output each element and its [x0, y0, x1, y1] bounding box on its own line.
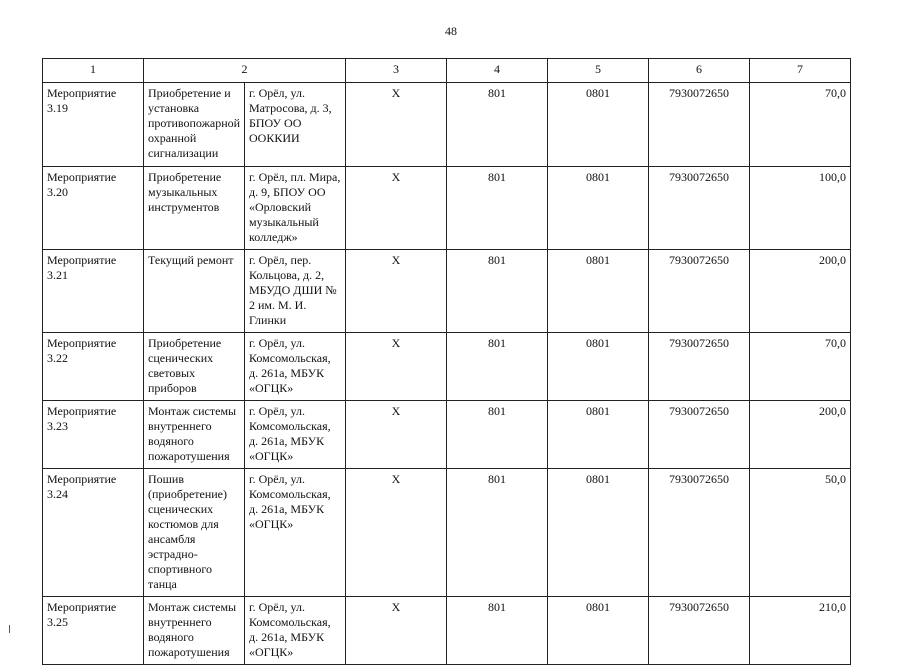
col5-cell: 0801	[548, 333, 649, 401]
col3-cell: Х	[346, 333, 447, 401]
column-header-7: 7	[750, 59, 851, 83]
address-cell: г. Орёл, ул. Комсомольская, д. 261а, МБУК «ОГЦК»	[245, 333, 346, 401]
col5-cell: 0801	[548, 167, 649, 250]
table-row	[43, 401, 851, 469]
column-header-1: 1	[43, 59, 144, 83]
table-row	[43, 333, 851, 401]
col7-cell: 100,0	[750, 167, 851, 250]
table-row	[43, 167, 851, 250]
col6-cell: 7930072650	[649, 167, 750, 250]
col5-cell: 0801	[548, 83, 649, 167]
address-cell: г. Орёл, ул. Комсомольская, д. 261а, МБУК «ОГЦК»	[245, 469, 346, 597]
table-row	[43, 250, 851, 333]
col3-cell: Х	[346, 167, 447, 250]
col7-cell: 50,0	[750, 469, 851, 597]
col5-cell: 0801	[548, 250, 649, 333]
event-cell: Мероприятие 3.20	[43, 167, 144, 250]
scan-mark	[9, 625, 10, 633]
col4-cell: 801	[447, 333, 548, 401]
col7-cell: 200,0	[750, 250, 851, 333]
col6-cell: 7930072650	[649, 597, 750, 665]
col4-cell: 801	[447, 250, 548, 333]
col7-cell: 210,0	[750, 597, 851, 665]
address-cell: г. Орёл, ул. Комсомольская, д. 261а, МБУК «ОГЦК»	[245, 597, 346, 665]
col6-cell: 7930072650	[649, 401, 750, 469]
description-cell: Текущий ремонт	[144, 250, 245, 333]
event-cell: Мероприятие 3.19	[43, 83, 144, 167]
header-row	[43, 59, 851, 83]
event-cell: Мероприятие 3.24	[43, 469, 144, 597]
column-header-2: 2	[144, 59, 346, 83]
table-row	[43, 469, 851, 597]
description-cell: Пошив (приобретение) сценических костюмов для ансамбля эстрадно-спортивного танца	[144, 469, 245, 597]
col3-cell: Х	[346, 83, 447, 167]
table-row	[43, 597, 851, 665]
col3-cell: Х	[346, 401, 447, 469]
col4-cell: 801	[447, 469, 548, 597]
col5-cell: 0801	[548, 401, 649, 469]
col3-cell: Х	[346, 250, 447, 333]
event-cell: Мероприятие 3.22	[43, 333, 144, 401]
col4-cell: 801	[447, 83, 548, 167]
column-header-3: 3	[346, 59, 447, 83]
col3-cell: Х	[346, 597, 447, 665]
col6-cell: 7930072650	[649, 469, 750, 597]
address-cell: г. Орёл, ул. Матросова, д. 3, БПОУ ОО ООККИИ	[245, 83, 346, 167]
address-cell: г. Орёл, пл. Мира, д. 9, БПОУ ОО «Орловский музыкальный колледж»	[245, 167, 346, 250]
col4-cell: 801	[447, 401, 548, 469]
col4-cell: 801	[447, 167, 548, 250]
col6-cell: 7930072650	[649, 83, 750, 167]
col6-cell: 7930072650	[649, 250, 750, 333]
column-header-6: 6	[649, 59, 750, 83]
col5-cell: 0801	[548, 469, 649, 597]
col7-cell: 70,0	[750, 333, 851, 401]
description-cell: Приобретение сценических световых приборов	[144, 333, 245, 401]
col4-cell: 801	[447, 597, 548, 665]
event-cell: Мероприятие 3.25	[43, 597, 144, 665]
event-cell: Мероприятие 3.23	[43, 401, 144, 469]
description-cell: Монтаж системы внутреннего водяного пожаротушения	[144, 401, 245, 469]
col6-cell: 7930072650	[649, 333, 750, 401]
description-cell: Приобретение и установка противопожарной охранной сигнализации	[144, 83, 245, 167]
col5-cell: 0801	[548, 597, 649, 665]
col3-cell: Х	[346, 469, 447, 597]
col7-cell: 200,0	[750, 401, 851, 469]
column-header-4: 4	[447, 59, 548, 83]
address-cell: г. Орёл, ул. Комсомольская, д. 261а, МБУК «ОГЦК»	[245, 401, 346, 469]
address-cell: г. Орёл, пер. Кольцова, д. 2, МБУДО ДШИ № 2 им. М. И. Глинки	[245, 250, 346, 333]
description-cell: Монтаж системы внутреннего водяного пожаротушения	[144, 597, 245, 665]
col7-cell: 70,0	[750, 83, 851, 167]
description-cell: Приобретение музыкальных инструментов	[144, 167, 245, 250]
column-header-5: 5	[548, 59, 649, 83]
budget-table	[42, 58, 851, 665]
event-cell: Мероприятие 3.21	[43, 250, 144, 333]
table-row	[43, 83, 851, 167]
page-number: 48	[445, 24, 457, 38]
